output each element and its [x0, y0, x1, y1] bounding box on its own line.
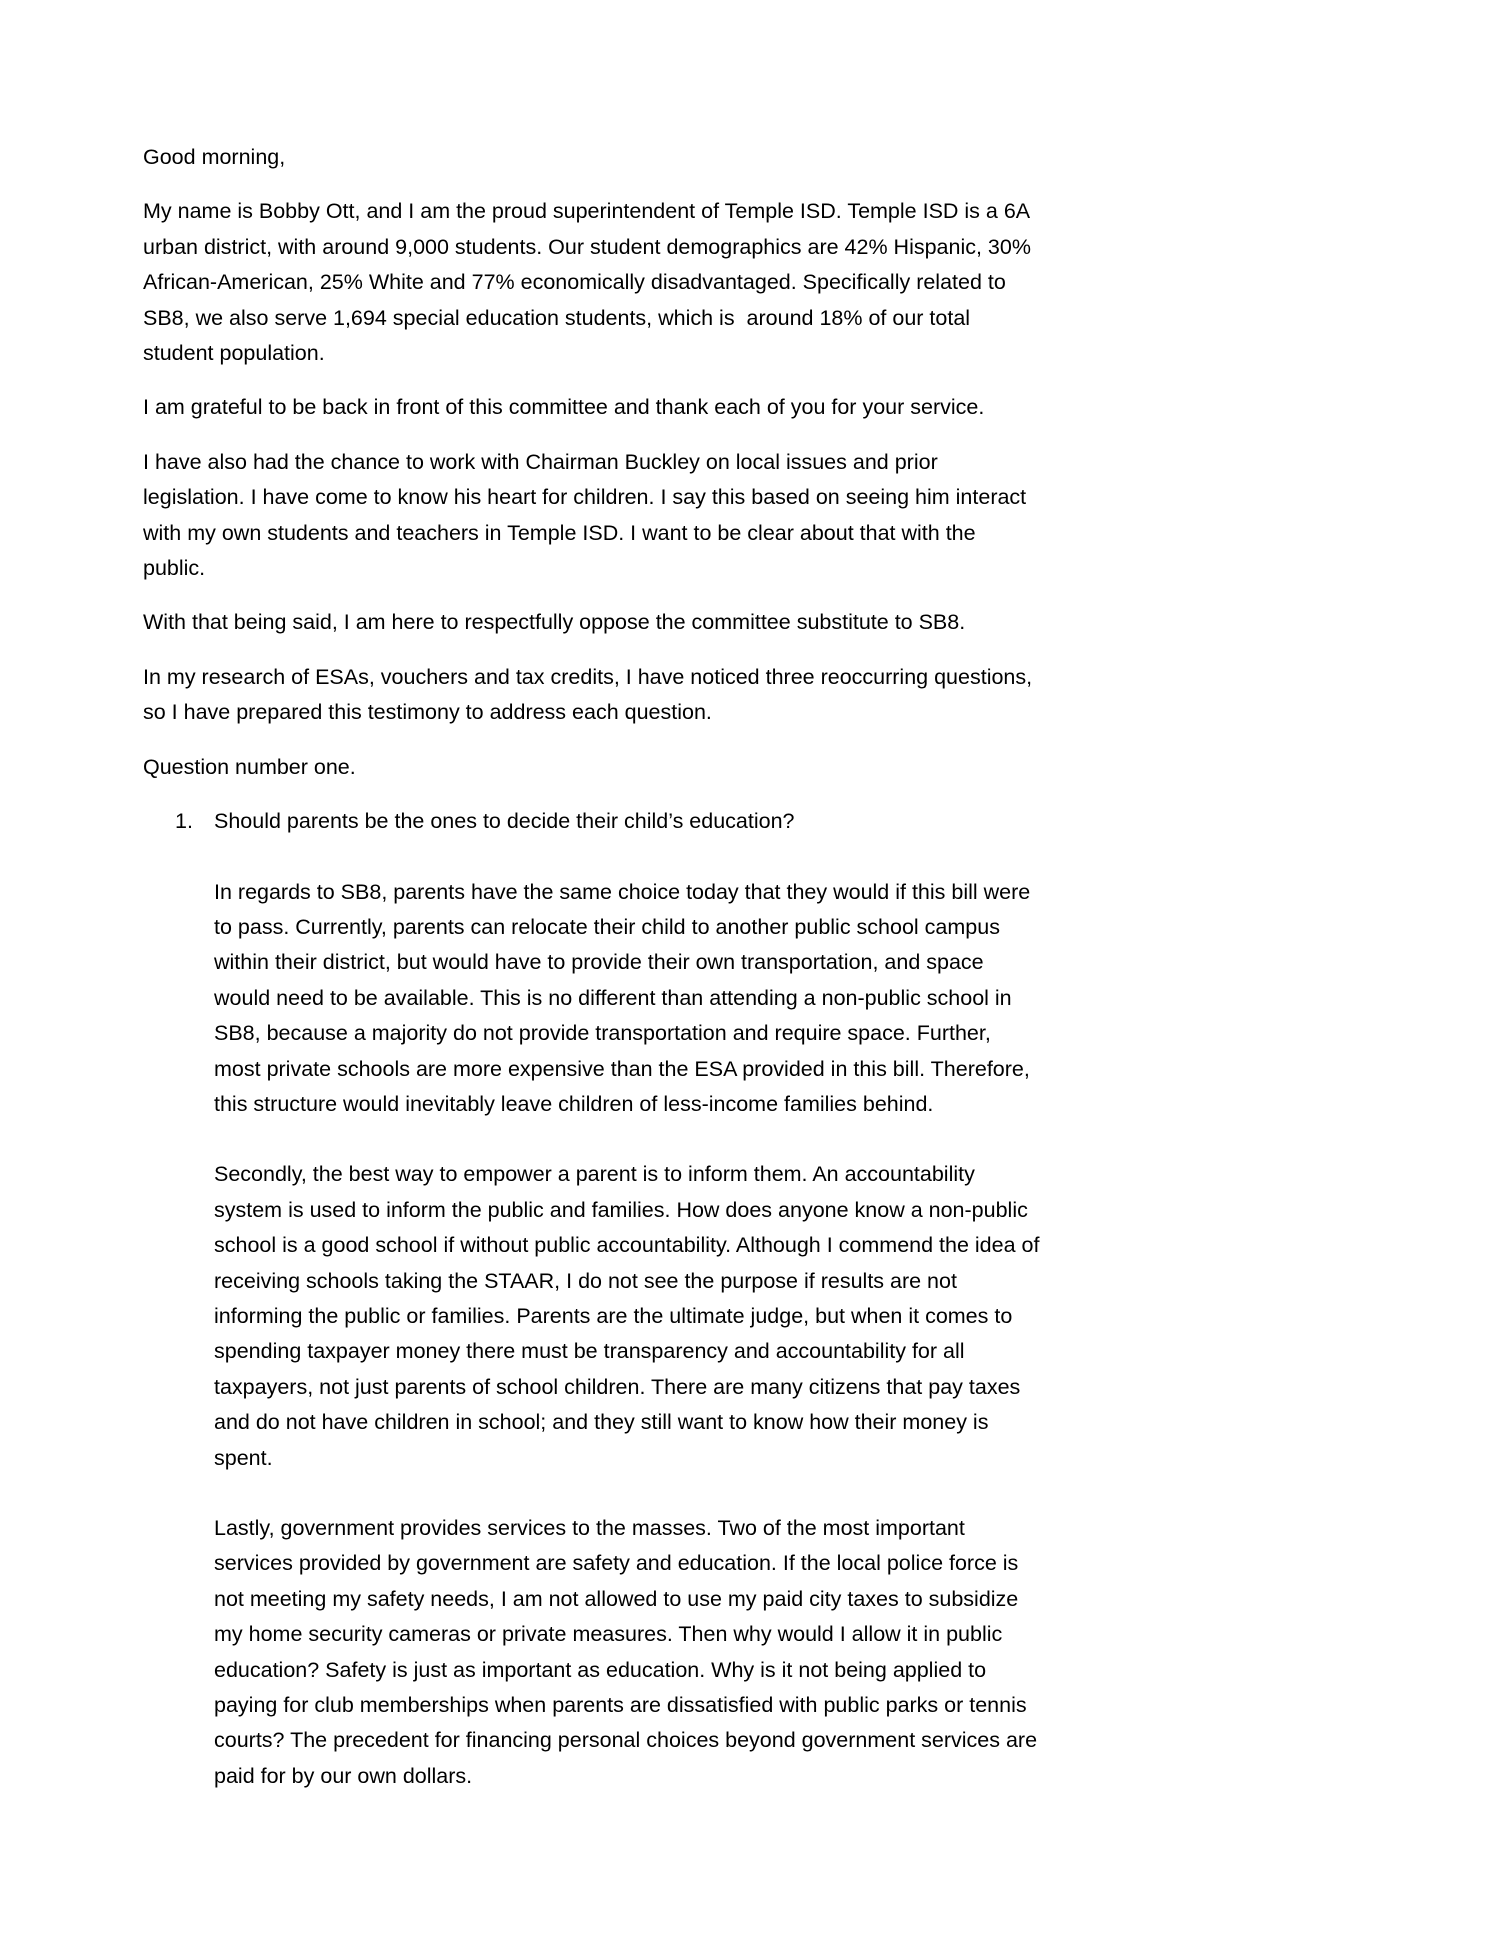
- paragraph-gratitude: I am grateful to be back in front of this committee and thank each of you for your service.: [143, 395, 985, 420]
- paragraph-chairman: I have also had the chance to work with Chairman Buckley on local issues and prior legislation. I have come to know his heart for children. I say this based on seeing him interact with my own students and teachers in Temple ISD. I want to be clear about that with the public.: [143, 449, 1033, 581]
- answer-paragraph-first: In regards to SB8, parents have the same choice today that they would if this bill were to pass. Currently, parents can relocate their child to another public school campus within their district, but would have to provide their own transportation, and space would need to be available. This is no different than attending a non-public school in SB8, because a majority do not provide transportation and require space. Further, most private schools are more expensive than the ESA provided in this bill. Therefore, this structure would inevitably leave children of less-income families behind.: [214, 879, 1037, 1116]
- list-item-marker: 1.: [175, 809, 193, 834]
- paragraph-intro: My name is Bobby Ott, and I am the proud superintendent of Temple ISD. Temple ISD is a 6A urban district, with around 9,000 students. Our student demographics are 42% Hispanic, 30% African-American, 25% White and 77% economically disadvantaged. Specifically related to SB8, we also serve 1,694 special education students, which is around 18% of our total student population.: [143, 199, 1036, 366]
- paragraph-question-lead: Question number one.: [143, 754, 356, 779]
- answer-paragraph-third: Lastly, government provides services to the masses. Two of the most important services provided by government are safety and education. If the local police force is not meeting my safety needs, I am not allowed to use my paid city taxes to subsidize my home security cameras or private measures. Then why would I allow it in public education? Safety is just as important as education. Why is it not being applied to paying for club memberships when parents are dissatisfied with public parks or tennis courts? The precedent for financing personal choices beyond government services are paid for by our own dollars.: [214, 1516, 1044, 1788]
- paragraph-oppose: With that being said, I am here to respectfully oppose the committee substitute to SB8.: [143, 610, 966, 635]
- list-item: [143, 804, 1043, 839]
- answer-paragraph-second: Secondly, the best way to empower a parent is to inform them. An accountability system is used to inform the public and families. How does anyone know a non-public school is a good school if without public accountability. Although I commend the idea of receiving schools taking the STAAR, I do not see the purpose if results are not informing the public or families. Parents are the ultimate judge, but when it comes to spending taxpayer money there must be transparency and accountability for all taxpayers, not just parents of school children. There are many citizens that pay taxes and do not have children in school; and they still want to know how their money is spent.: [214, 1162, 1046, 1470]
- paragraph-research: In my research of ESAs, vouchers and tax credits, I have noticed three reoccurring questions, so I have prepared this testimony to address each question.: [143, 664, 1039, 725]
- salutation: Good morning,: [143, 145, 286, 169]
- list-item-question: Should parents be the ones to decide their child’s education?: [214, 809, 795, 834]
- answers-block: [214, 875, 1046, 1795]
- document-body: [143, 140, 1046, 1794]
- questions-list: [143, 804, 1043, 839]
- list-spacer: [143, 859, 1043, 875]
